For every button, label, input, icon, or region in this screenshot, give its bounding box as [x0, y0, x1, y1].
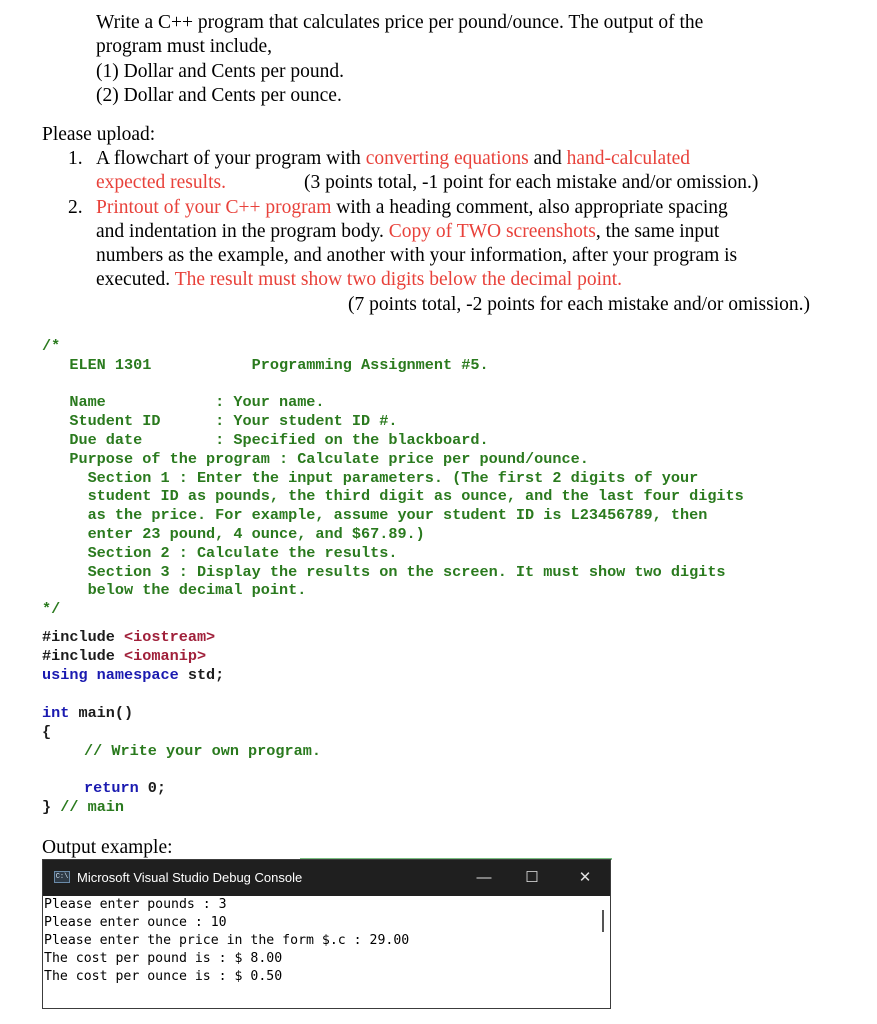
list-item — [66, 147, 826, 196]
code-line: int main() — [42, 704, 134, 722]
code-line: */ — [42, 600, 61, 619]
code-line: Section 3 : Display the results on the screen. It must show two digits — [42, 562, 726, 581]
points-text: (3 points total, -1 point for each mistake and/or omission.) — [303, 172, 759, 194]
highlight-text: Copy of TWO screenshots — [388, 220, 596, 242]
code-line: Due date : Specified on the blackboard. — [42, 430, 489, 449]
code-main — [42, 704, 321, 817]
intro-line: program must include, — [96, 36, 273, 58]
code-includes — [42, 628, 224, 684]
highlight-text: expected results. — [96, 172, 226, 194]
points-text: (7 points total, -2 points for each mistake and/or omission.) — [348, 293, 810, 315]
code-line: return 0; — [84, 779, 167, 798]
item-text: executed. — [96, 269, 175, 291]
code-line: } // main — [42, 797, 125, 816]
intro-line: (1) Dollar and Cents per pound. — [96, 60, 345, 82]
scrollbar[interactable] — [602, 910, 604, 932]
item-text: A flowchart of your program with — [96, 148, 366, 169]
window-title: Microsoft Visual Studio Debug Console — [77, 870, 303, 885]
maximize-button[interactable]: ☐ — [525, 869, 539, 886]
list-number: 1. — [68, 148, 83, 169]
code-line: Section 2 : Calculate the results. — [42, 543, 398, 562]
code-header-comment — [42, 337, 744, 619]
console-output — [43, 896, 610, 1008]
code-line: using namespace std; — [42, 665, 225, 684]
highlight-text: hand-calculated — [566, 148, 691, 169]
code-line: Student ID : Your student ID #. — [42, 412, 398, 431]
intro-line: Write a C++ program that calculates price per pound/ounce. The output of the — [96, 12, 704, 33]
code-line: #include <iomanip> — [42, 646, 207, 665]
console-titlebar — [43, 860, 610, 896]
highlight-text: converting equations — [365, 148, 529, 169]
console-line: The cost per ounce is : $ 0.50 — [44, 969, 283, 984]
code-line: Section 1 : Enter the input parameters. (The first 2 digits of your — [42, 468, 699, 487]
minimize-button[interactable]: — — [476, 869, 492, 886]
debug-console-window — [42, 859, 611, 1009]
console-line: The cost per pound is : $ 8.00 — [44, 951, 283, 966]
close-button[interactable]: ✕ — [578, 869, 592, 886]
highlight-text: The result must show two digits below the decimal point. — [174, 269, 623, 291]
highlight-text: Printout of your C++ program — [96, 196, 332, 218]
list-item — [66, 196, 826, 317]
console-line: Please enter ounce : 10 — [44, 915, 227, 930]
code-line: // Write your own program. — [84, 741, 321, 760]
code-line: { — [42, 722, 52, 741]
code-line: Name : Your name. — [42, 393, 325, 412]
code-line: Purpose of the program : Calculate price per pound/ounce. — [42, 449, 589, 468]
code-line: student ID as pounds, the third digit as ounce, and the last four digits — [42, 487, 744, 506]
code-line: #include <iostream> — [42, 628, 216, 646]
console-app-icon: C:\ — [55, 873, 69, 881]
upload-heading: Please upload: — [42, 124, 156, 145]
item-text: and indentation in the program body. — [96, 220, 389, 242]
code-line: /* — [42, 337, 61, 355]
code-line — [42, 760, 321, 779]
item-text: with a heading comment, also appropriate spacing — [331, 196, 728, 218]
item-text: and — [528, 148, 567, 169]
console-line: Please enter the price in the form $.c : 29.00 — [44, 933, 410, 948]
code-line: as the price. For example, assume your student ID is L23456789, then — [42, 506, 708, 525]
code-line: below the decimal point. — [42, 581, 307, 600]
code-line: ELEN 1301 Programming Assignment #5. — [42, 355, 489, 374]
intro-line: (2) Dollar and Cents per ounce. — [96, 84, 342, 106]
code-line: enter 23 pound, 4 ounce, and $67.89.) — [42, 524, 425, 543]
item-text: , the same input — [595, 220, 720, 242]
item-text: numbers as the example, and another with your information, after your program is — [96, 245, 738, 267]
list-number: 2. — [68, 196, 83, 218]
console-text — [44, 896, 409, 986]
console-line: Please enter pounds : 3 — [44, 897, 227, 912]
code-line — [42, 375, 744, 394]
upload-list — [66, 147, 826, 317]
output-label: Output example: — [42, 837, 173, 858]
intro-block — [96, 11, 836, 108]
